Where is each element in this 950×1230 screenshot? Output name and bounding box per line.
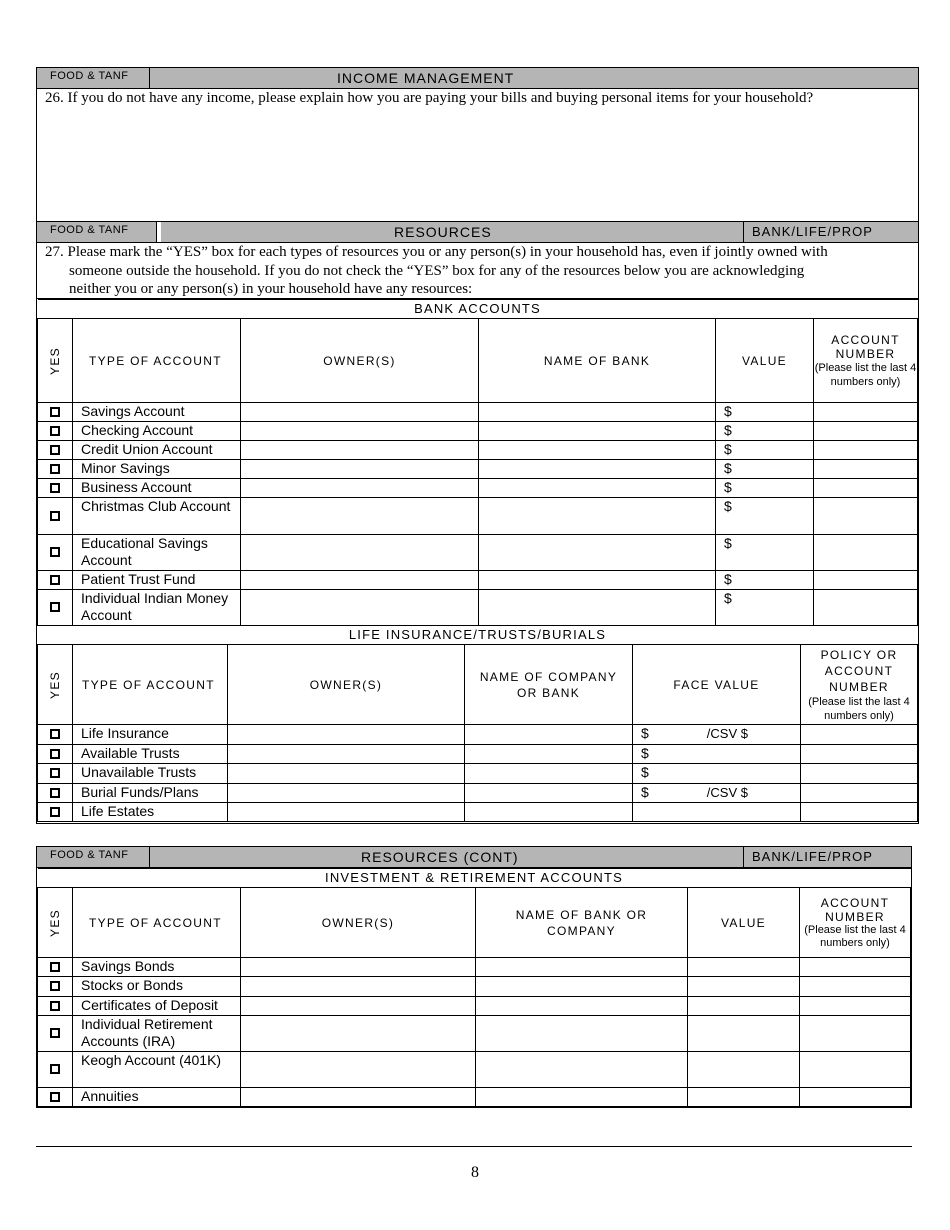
yes-checkbox[interactable] <box>50 749 60 759</box>
header-row <box>38 645 918 725</box>
resources-header <box>37 222 918 243</box>
table-row <box>38 958 911 977</box>
policy-number-cell[interactable] <box>801 784 918 803</box>
value-cell[interactable]: $ <box>716 460 814 479</box>
bank-name-header: NAME OF BANK <box>479 319 716 403</box>
account-number-cell[interactable] <box>814 460 918 479</box>
section-title: INCOME MANAGEMENT <box>337 70 515 86</box>
type-header: TYPE OF ACCOUNT <box>73 645 228 725</box>
program-tag: FOOD & TANF <box>37 222 157 242</box>
yes-checkbox[interactable] <box>50 729 60 739</box>
value-cell[interactable]: $ <box>716 571 814 590</box>
value-cell[interactable]: $ <box>716 498 814 535</box>
table-row <box>38 498 918 535</box>
account-type: Educational Savings Account <box>73 535 241 571</box>
account-number-cell[interactable] <box>814 498 918 535</box>
yes-checkbox[interactable] <box>50 511 60 521</box>
owner-cell[interactable] <box>228 764 465 784</box>
csv-label: /CSV $ <box>706 785 748 800</box>
owner-cell[interactable] <box>241 535 479 571</box>
owner-cell[interactable] <box>241 460 479 479</box>
bank-name-header: NAME OF BANK OR COMPANY <box>476 888 688 958</box>
value-cell[interactable]: $ <box>716 479 814 498</box>
account-number-cell[interactable] <box>814 403 918 422</box>
yes-checkbox[interactable] <box>50 1064 60 1074</box>
yes-checkbox[interactable] <box>50 807 60 817</box>
owner-cell[interactable] <box>241 422 479 441</box>
owner-cell[interactable] <box>228 784 465 803</box>
policy-number-cell[interactable] <box>801 764 918 784</box>
account-type: Checking Account <box>73 422 241 441</box>
account-type: Patient Trust Fund <box>73 571 241 590</box>
company-cell[interactable] <box>465 784 633 803</box>
owner-cell[interactable] <box>241 571 479 590</box>
yes-checkbox[interactable] <box>50 464 60 474</box>
band-row <box>38 626 918 645</box>
owner-header: OWNER(S) <box>241 319 479 403</box>
header-row <box>38 319 918 403</box>
yes-checkbox[interactable] <box>50 788 60 798</box>
yes-checkbox[interactable] <box>50 483 60 493</box>
owner-cell[interactable] <box>241 977 476 997</box>
yes-checkbox[interactable] <box>50 445 60 455</box>
bank-name-cell[interactable] <box>479 403 716 422</box>
section-code: BANK/LIFE/PROP <box>743 847 912 867</box>
band-row <box>38 300 918 319</box>
owner-header: OWNER(S) <box>228 645 465 725</box>
policy-number-header: POLICY OR ACCOUNT NUMBER (Please list the last 4 numbers only) <box>801 645 918 725</box>
bank-name-cell[interactable] <box>476 977 688 997</box>
table-row <box>38 535 918 571</box>
value-cell[interactable]: $ <box>716 590 814 626</box>
table-row <box>38 725 918 745</box>
type-header: TYPE OF ACCOUNT <box>73 319 241 403</box>
resources-section <box>36 221 919 824</box>
yes-checkbox[interactable] <box>50 962 60 972</box>
company-cell[interactable] <box>465 725 633 745</box>
account-type: Savings Account <box>73 403 241 422</box>
resources-cont-header <box>37 847 911 868</box>
income-management-section <box>36 67 919 222</box>
owner-cell[interactable] <box>241 997 476 1016</box>
account-type: Individual Retirement Accounts (IRA) <box>73 1016 241 1052</box>
value-cell[interactable] <box>688 997 800 1016</box>
face-value-cell[interactable]: $ <box>633 764 801 784</box>
value-cell[interactable]: $ <box>716 403 814 422</box>
table-row <box>38 745 918 764</box>
table-row <box>38 403 918 422</box>
face-value-cell[interactable] <box>633 803 801 822</box>
section-code: BANK/LIFE/PROP <box>743 222 919 242</box>
footer-rule <box>36 1146 912 1147</box>
investment-band: INVESTMENT & RETIREMENT ACCOUNTS <box>38 869 911 888</box>
value-header: VALUE <box>688 888 800 958</box>
account-number-cell[interactable] <box>814 441 918 460</box>
owner-cell[interactable] <box>241 1016 476 1052</box>
policy-number-cell[interactable] <box>801 725 918 745</box>
table-row <box>38 997 911 1016</box>
yes-header: YES <box>38 888 73 958</box>
band-row <box>38 869 911 888</box>
account-number-cell[interactable] <box>814 590 918 626</box>
question-27-line: 27. Please mark the “YES” box for each types of resources you or any person(s) in your household has, even if jointly owned with <box>45 244 828 260</box>
bank-name-cell[interactable] <box>476 1088 688 1107</box>
table-row <box>38 1016 911 1052</box>
account-number-cell[interactable] <box>800 977 911 997</box>
owner-cell[interactable] <box>241 441 479 460</box>
account-type: Stocks or Bonds <box>73 977 241 997</box>
bank-name-cell[interactable] <box>476 958 688 977</box>
program-tag: FOOD & TANF <box>37 68 150 88</box>
resources-cont-section <box>36 846 912 1108</box>
owner-cell[interactable] <box>241 590 479 626</box>
table-row <box>38 441 918 460</box>
bank-name-cell[interactable] <box>479 460 716 479</box>
yes-header: YES <box>38 319 73 403</box>
account-type: Annuities <box>73 1088 241 1107</box>
yes-checkbox[interactable] <box>50 768 60 778</box>
policy-number-cell[interactable] <box>801 745 918 764</box>
table-row <box>38 571 918 590</box>
table-row <box>38 1052 911 1088</box>
yes-checkbox[interactable] <box>50 1028 60 1038</box>
account-type: Keogh Account (401K) <box>73 1052 241 1088</box>
yes-checkbox[interactable] <box>50 426 60 436</box>
table-row <box>38 1088 911 1107</box>
company-cell[interactable] <box>465 745 633 764</box>
owner-cell[interactable] <box>241 1088 476 1107</box>
bank-name-cell[interactable] <box>479 422 716 441</box>
bank-name-cell[interactable] <box>479 441 716 460</box>
bank-name-cell[interactable] <box>479 498 716 535</box>
account-number-cell[interactable] <box>800 1052 911 1088</box>
account-number-cell[interactable] <box>814 571 918 590</box>
account-number-header: ACCOUNT NUMBER (Please list the last 4 numbers only) <box>800 888 911 958</box>
bank-name-cell[interactable] <box>479 590 716 626</box>
account-type: Christmas Club Account <box>73 498 241 535</box>
program-tag: FOOD & TANF <box>37 847 150 867</box>
type-header: TYPE OF ACCOUNT <box>73 888 241 958</box>
income-header <box>37 68 918 89</box>
table-row <box>38 590 918 626</box>
question-27-line: someone outside the household. If you do not check the “YES” box for any of the resources below you are acknowledging <box>69 262 805 279</box>
account-number-cell[interactable] <box>814 479 918 498</box>
account-type: Unavailable Trusts <box>73 764 228 784</box>
bank-name-cell[interactable] <box>476 1016 688 1052</box>
value-cell[interactable] <box>688 958 800 977</box>
bank-accounts-table <box>37 299 918 626</box>
account-type: Credit Union Account <box>73 441 241 460</box>
owner-cell[interactable] <box>241 958 476 977</box>
account-number-cell[interactable] <box>800 958 911 977</box>
value-header: VALUE <box>716 319 814 403</box>
account-number-cell[interactable] <box>814 422 918 441</box>
face-value-cell[interactable]: $ <box>633 745 801 764</box>
yes-checkbox[interactable] <box>50 407 60 417</box>
account-type: Life Insurance <box>73 725 228 745</box>
yes-checkbox[interactable] <box>50 1001 60 1011</box>
owner-cell[interactable] <box>228 725 465 745</box>
account-number-header: ACCOUNT NUMBER (Please list the last 4 numbers only) <box>814 319 918 403</box>
account-number-cell[interactable] <box>800 1016 911 1052</box>
owner-cell[interactable] <box>241 403 479 422</box>
bank-name-cell[interactable] <box>479 571 716 590</box>
investment-table <box>37 868 911 1107</box>
header-row <box>38 888 911 958</box>
question-27 <box>37 243 918 299</box>
policy-number-cell[interactable] <box>801 803 918 822</box>
value-cell[interactable] <box>688 1052 800 1088</box>
account-type: Individual Indian Money Account <box>73 590 241 626</box>
owner-cell[interactable] <box>228 803 465 822</box>
account-type: Available Trusts <box>73 745 228 764</box>
table-row <box>38 784 918 803</box>
owner-cell[interactable] <box>241 498 479 535</box>
section-title: RESOURCES <box>394 224 492 240</box>
company-cell[interactable] <box>465 764 633 784</box>
bank-name-cell[interactable] <box>479 479 716 498</box>
face-value-cell[interactable]: $ /CSV $ <box>633 725 801 745</box>
table-row <box>38 422 918 441</box>
account-type: Business Account <box>73 479 241 498</box>
owner-header: OWNER(S) <box>241 888 476 958</box>
value-cell[interactable] <box>688 1088 800 1107</box>
yes-checkbox[interactable] <box>50 602 60 612</box>
bank-name-cell[interactable] <box>476 1052 688 1088</box>
csv-label: /CSV $ <box>706 726 748 741</box>
bank-name-cell[interactable] <box>476 997 688 1016</box>
question-27-line: neither you or any person(s) in your household have any resources: <box>69 281 473 297</box>
header-gap <box>157 222 161 242</box>
account-type: Life Estates <box>73 803 228 822</box>
question-26: 26. If you do not have any income, please explain how you are paying your bills and buying personal items for your household? <box>45 90 814 106</box>
yes-checkbox[interactable] <box>50 547 60 557</box>
table-row <box>38 977 911 997</box>
life-insurance-table <box>37 625 918 822</box>
value-cell[interactable]: $ <box>716 535 814 571</box>
question-26-answer-area[interactable] <box>37 108 918 221</box>
bank-name-cell[interactable] <box>479 535 716 571</box>
company-header: NAME OF COMPANY OR BANK <box>465 645 633 725</box>
table-row <box>38 460 918 479</box>
value-cell[interactable]: $ <box>716 422 814 441</box>
account-number-cell[interactable] <box>800 1088 911 1107</box>
value-cell[interactable]: $ <box>716 441 814 460</box>
face-value-cell[interactable]: $ /CSV $ <box>633 784 801 803</box>
bank-accounts-band: BANK ACCOUNTS <box>38 300 918 319</box>
yes-checkbox[interactable] <box>50 575 60 585</box>
account-type: Burial Funds/Plans <box>73 784 228 803</box>
yes-checkbox[interactable] <box>50 981 60 991</box>
account-type: Certificates of Deposit <box>73 997 241 1016</box>
account-type: Savings Bonds <box>73 958 241 977</box>
table-row <box>38 803 918 822</box>
value-cell[interactable] <box>688 1016 800 1052</box>
page-number: 8 <box>471 1164 479 1181</box>
life-insurance-band: LIFE INSURANCE/TRUSTS/BURIALS <box>38 626 918 645</box>
table-row <box>38 764 918 784</box>
value-cell[interactable] <box>688 977 800 997</box>
section-title: RESOURCES (CONT) <box>361 849 519 865</box>
owner-cell[interactable] <box>228 745 465 764</box>
account-type: Minor Savings <box>73 460 241 479</box>
account-number-cell[interactable] <box>814 535 918 571</box>
owner-cell[interactable] <box>241 479 479 498</box>
yes-header: YES <box>38 645 73 725</box>
yes-checkbox[interactable] <box>50 1092 60 1102</box>
face-value-header: FACE VALUE <box>633 645 801 725</box>
account-number-cell[interactable] <box>800 997 911 1016</box>
company-cell[interactable] <box>465 803 633 822</box>
owner-cell[interactable] <box>241 1052 476 1088</box>
table-row <box>38 479 918 498</box>
